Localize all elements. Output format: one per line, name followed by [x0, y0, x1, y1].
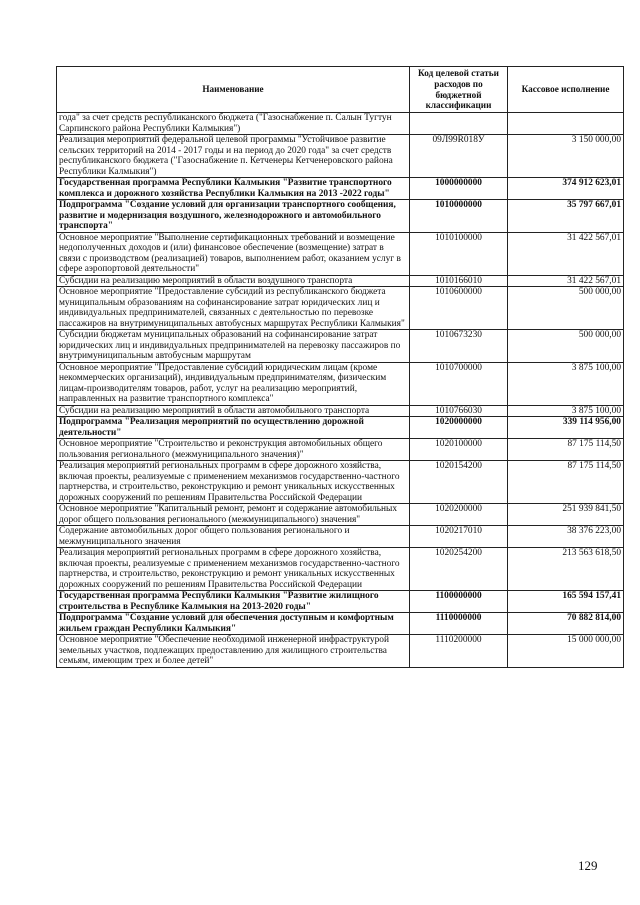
row-code: 1000000000 — [410, 178, 508, 200]
table-row — [57, 526, 624, 548]
row-code — [410, 113, 508, 135]
row-name: Основное мероприятие "Предоставление субсидий из республиканского бюджета муниципальным образованиям на софинансирование затрат юридических лиц и индивидуальных предпринимателей, связанных с деятельностью по перевозке пассажиров на внутримуниципальных автобусных маршрутах Республики Калмыкия" — [57, 287, 410, 330]
table-row — [57, 635, 624, 668]
row-sum: 31 422 567,01 — [508, 232, 624, 275]
row-name: Содержание автомобильных дорог общего пользования регионального и межмуниципального значения — [57, 526, 410, 548]
row-code: 1010100000 — [410, 232, 508, 275]
table-row — [57, 504, 624, 526]
row-sum: 87 175 114,50 — [508, 439, 624, 461]
row-name: Реализация мероприятий федеральной целевой программы "Устойчивое развитие сельских территорий на 2014 - 2017 годы и на период до 2020 года" за счет средств республиканского бюджета ("Газоснабжение п. Кетченеры Кетченеровского района Республики Калмыкия") — [57, 135, 410, 178]
row-code: 1010700000 — [410, 362, 508, 405]
table-row — [57, 330, 624, 363]
table-row — [57, 405, 624, 417]
row-sum: 87 175 114,50 — [508, 461, 624, 504]
row-sum: 15 000 000,00 — [508, 635, 624, 668]
table-row — [57, 113, 624, 135]
row-code: 1020217010 — [410, 526, 508, 548]
row-name: Государственная программа Республики Калмыкия "Развитие жилищного строительства в Республике Калмыкия на 2013-2020 годы" — [57, 591, 410, 613]
row-name: Подпрограмма "Реализация мероприятий по осуществлению дорожной деятельности" — [57, 417, 410, 439]
row-sum: 70 882 814,00 — [508, 613, 624, 635]
header-code: Код целевой статьи расходов по бюджетной классификации — [410, 67, 508, 113]
row-sum: 31 422 567,01 — [508, 275, 624, 287]
table-row — [57, 178, 624, 200]
row-name: Реализация мероприятий региональных программ в сфере дорожного хозяйства, включая проекты, реализуемые с применением механизмов государственно-частного партнерства, и строительство, реконструкцию и ремонт уникальных искусственных дорожных сооружений по решениям Правительства Российской Федерации — [57, 461, 410, 504]
row-name: Подпрограмма "Создание условий для организации транспортного сообщения, развитие и модернизация воздушного, железнодорожного и автомобильного транспорта" — [57, 200, 410, 233]
row-code: 1010766030 — [410, 405, 508, 417]
row-name: Государственная программа Республики Калмыкия "Развитие транспортного комплекса и дорожного хозяйства Республики Калмыкия на 2013 -2022 годы" — [57, 178, 410, 200]
budget-execution-table — [56, 66, 624, 668]
row-sum: 165 594 157,41 — [508, 591, 624, 613]
table-row — [57, 417, 624, 439]
row-code: 1010166010 — [410, 275, 508, 287]
row-sum: 213 563 618,50 — [508, 548, 624, 591]
row-code: 1110200000 — [410, 635, 508, 668]
row-code: 1020200000 — [410, 504, 508, 526]
row-name: Реализация мероприятий региональных программ в сфере дорожного хозяйства, включая проекты, реализуемые с применением механизмов государственно-частного партнерства, и строительство, реконструкцию и ремонт уникальных искусственных дорожных сооружений по решениям Правительства Российской Федерации — [57, 548, 410, 591]
table-row — [57, 135, 624, 178]
row-name: Основное мероприятие "Обеспечение необходимой инженерной инфраструктурой земельных участков, подлежащих предоставлению для жилищного строительства семьям, имеющим трех и более детей" — [57, 635, 410, 668]
table-row — [57, 362, 624, 405]
row-code: 1010673230 — [410, 330, 508, 363]
row-sum: 500 000,00 — [508, 287, 624, 330]
row-code: 1110000000 — [410, 613, 508, 635]
header-name: Наименование — [57, 67, 410, 113]
row-sum: 35 797 667,01 — [508, 200, 624, 233]
row-code: 1010600000 — [410, 287, 508, 330]
row-code: 1020100000 — [410, 439, 508, 461]
row-code: 1020000000 — [410, 417, 508, 439]
header-sum: Кассовое исполнение — [508, 67, 624, 113]
row-sum: 3 875 100,00 — [508, 405, 624, 417]
row-name: Субсидии на реализацию мероприятий в области воздушного транспорта — [57, 275, 410, 287]
row-name: Субсидии бюджетам муниципальных образований на софинансирование затрат юридических лиц и индивидуальных предпринимателей на перевозку пассажиров по внутримуниципальным автобусным маршрутам — [57, 330, 410, 363]
table-row — [57, 275, 624, 287]
row-name: Субсидии на реализацию мероприятий в области автомобильного транспорта — [57, 405, 410, 417]
row-sum: 251 939 841,50 — [508, 504, 624, 526]
row-sum: 374 912 623,01 — [508, 178, 624, 200]
table-row — [57, 232, 624, 275]
row-sum: 3 875 100,00 — [508, 362, 624, 405]
row-name: Основное мероприятие "Строительство и реконструкция автомобильных общего пользования регионального (межмуниципального значения)" — [57, 439, 410, 461]
row-sum: 500 000,00 — [508, 330, 624, 363]
row-name: Основное мероприятие "Капитальный ремонт, ремонт и содержание автомобильных дорог общего пользования регионального (межмуниципального) значения" — [57, 504, 410, 526]
row-name: года" за счет средств республиканского бюджета ("Газоснабжение п. Салын Тугтун Сарпинского района Республики Калмыкия") — [57, 113, 410, 135]
row-code: 1020254200 — [410, 548, 508, 591]
table-row — [57, 287, 624, 330]
table-header-row — [57, 67, 624, 113]
row-code: 09Л99R018У — [410, 135, 508, 178]
table-row — [57, 461, 624, 504]
row-sum: 38 376 223,00 — [508, 526, 624, 548]
row-code: 1010000000 — [410, 200, 508, 233]
table-row — [57, 200, 624, 233]
row-name: Подпрограмма "Создание условий для обеспечения доступным и комфортным жильем граждан Республики Калмыкия" — [57, 613, 410, 635]
table-row — [57, 591, 624, 613]
row-code: 1100000000 — [410, 591, 508, 613]
table-row — [57, 439, 624, 461]
row-sum: 3 150 000,00 — [508, 135, 624, 178]
row-sum — [508, 113, 624, 135]
table-body — [57, 113, 624, 668]
row-name: Основное мероприятие "Предоставление субсидий юридическим лицам (кроме некоммерческих организаций), индивидуальным предпринимателям, физическим лицам-производителям товаров, работ, услуг на реализацию мероприятий, направленных на развитие транспортного комплекса" — [57, 362, 410, 405]
row-sum: 339 114 956,00 — [508, 417, 624, 439]
row-name: Основное мероприятие "Выполнение сертификационных требований и возмещение недополученных доходов и (или) финансовое обеспечение (возмещение) затрат в связи с производством (реализацией) товаров, выполнением работ, оказанием услуг в сфере аэропортовой деятельности" — [57, 232, 410, 275]
table-row — [57, 613, 624, 635]
page-number: 129 — [578, 858, 598, 873]
table-row — [57, 548, 624, 591]
row-code: 1020154200 — [410, 461, 508, 504]
